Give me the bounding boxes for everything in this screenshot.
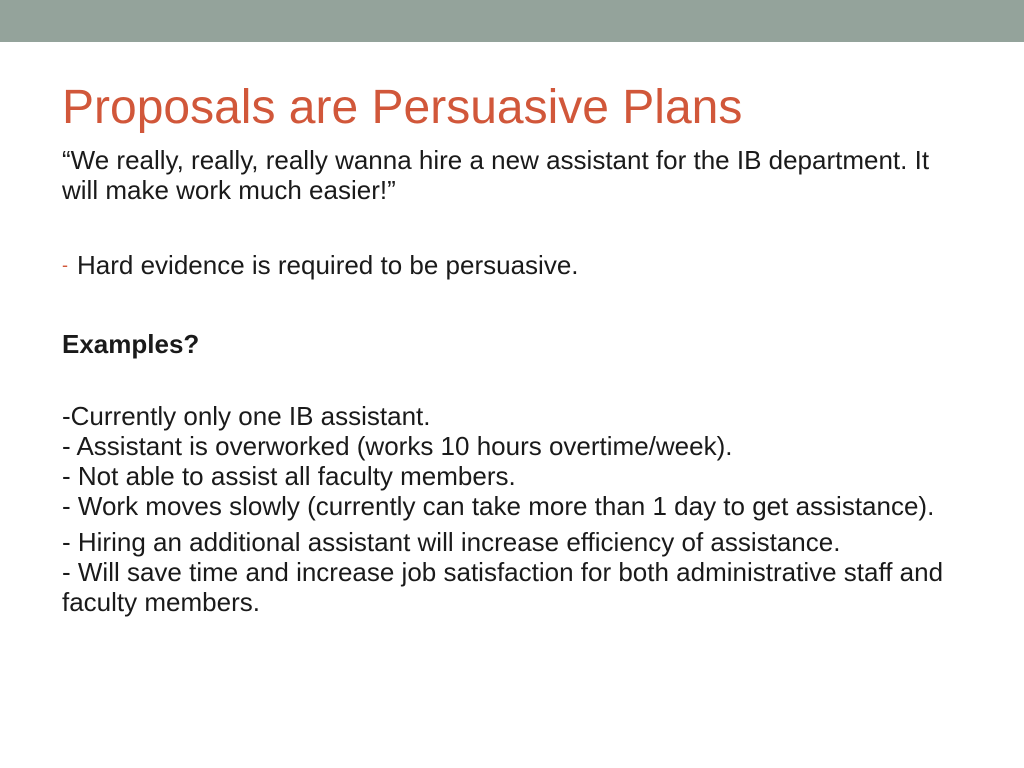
bullet-text: Hard evidence is required to be persuasive.	[77, 250, 579, 280]
examples-list-block-1: -Currently only one IB assistant. - Assistant is overworked (works 10 hours overtime/week). - Not able to assist all faculty members. - Work moves slowly (currently can take more than 1 day to get assistance).	[62, 401, 935, 521]
examples-heading: Examples?	[62, 329, 200, 359]
dash-bullet-marker: -	[62, 255, 68, 275]
top-decorative-bar	[0, 0, 1024, 42]
examples-list-block-2: - Hiring an additional assistant will increase efficiency of assistance. - Will save time and increase job satisfaction for both administrative staff and faculty members.	[62, 527, 944, 617]
quote-paragraph: “We really, really, really wanna hire a new assistant for the IB department. It will make work much easier!”	[62, 145, 930, 205]
bullet-item	[62, 250, 972, 283]
slide-title: Proposals are Persuasive Plans	[62, 81, 743, 134]
slide-body	[62, 145, 972, 617]
